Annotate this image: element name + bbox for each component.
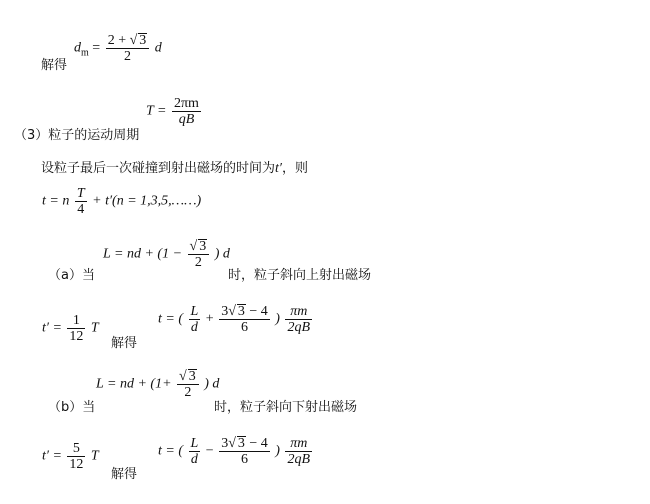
period-formula: T = $\frac{2\pi m}{qB}$: [146, 96, 199, 127]
case-b-t-result: t = ( $\frac{L}{d}$ − $\frac{3√ 3 - 4}{6}$ ) $\frac{\pi m}{2qB}$: [158, 436, 311, 467]
solve-label-1: 解得: [41, 58, 68, 73]
case-a-label: （a）当: [48, 268, 95, 283]
dm-formula: $d_m$ = $\frac{2 + √ 3}{2}$ d: [74, 33, 162, 64]
case-b-tprime: t′ = $\frac{5}{12}$ T: [42, 441, 99, 472]
case-b-formula: L = nd + (1+ $\frac{√ 3}{2}$ ) d: [96, 369, 220, 400]
t-formula: t = n $\frac{T}{4}$ + t′(n = 1,3,5,……): [42, 186, 202, 217]
case-a-tprime: t′ = $\frac{1}{12}$ T: [42, 313, 99, 344]
case-b-desc: 时，粒子斜向下射出磁场: [214, 400, 358, 415]
case-a-desc: 时，粒子斜向上射出磁场: [228, 268, 372, 283]
solve-label-b: 解得: [111, 467, 138, 482]
case-a-formula: L = nd + (1 − $\frac{√ 3}{2}$ ) d: [103, 239, 230, 270]
case-b-label: （b）当: [48, 400, 96, 415]
setup-line: 设粒子最后一次碰撞到射出磁场的时间为t′，则: [41, 161, 308, 176]
case-a-t-result: t = ( $\frac{L}{d}$ + $\frac{3√ 3 - 4}{6}$ ) $\frac{\pi m}{2qB}$: [158, 304, 311, 335]
dm-fraction: $\frac{2 + √ 3}{2}$: [106, 33, 150, 64]
solve-label-a: 解得: [111, 336, 138, 351]
part3-label: （3）粒子的运动周期: [14, 128, 140, 143]
